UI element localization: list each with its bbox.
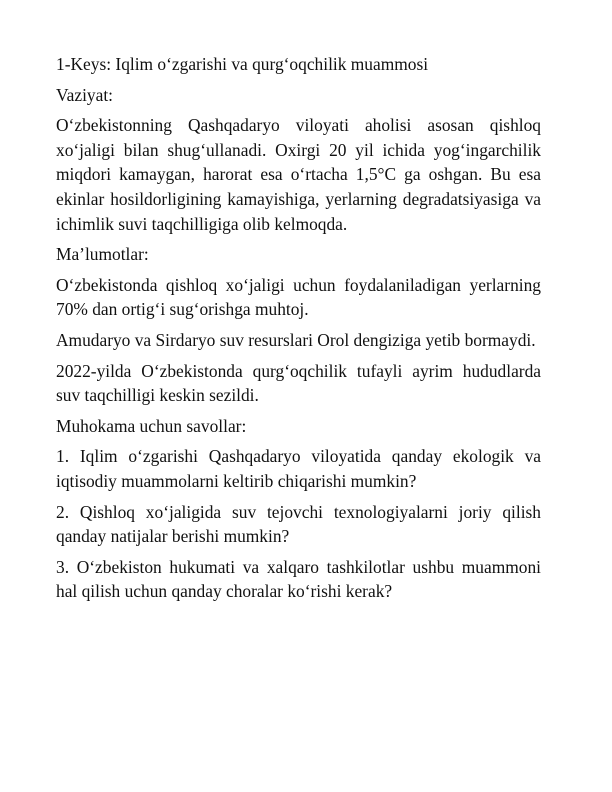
case-title: 1-Keys: Iqlim o‘zgarishi va qurg‘oqchilik muammosi (56, 54, 429, 74)
data-item: Amudaryo va Sirdaryo suv resurslari Orol dengiziga yetib bormaydi. (56, 329, 536, 350)
document-page (56, 52, 541, 610)
data-item: O‘zbekistonda qishloq xo‘jaligi uchun foydalaniladigan yerlarning 70% dan ortig‘i sug‘orishga muhtoj. (56, 274, 541, 320)
question-item: 2. Qishloq xo‘jaligida suv tejovchi texnologiyalarni joriy qilish qanday natijalar berishi mumkin? (56, 501, 541, 547)
question-item: 3. O‘zbekiston hukumati va xalqaro tashkilotlar ushbu muammoni hal qilish uchun qanday choralar ko‘rishi kerak? (56, 556, 541, 602)
situation-paragraph: O‘zbekistonning Qashqadaryo viloyati aholisi asosan qishloq xo‘jaligi bilan shug‘ullanadi. Oxirgi 20 yil ichida yog‘ingarchilik miqdori kamaygan, harorat esa o‘rtacha 1,5°C ga oshgan. Bu esa ekinlar hosildorligining kamayishiga, yerlarning degradatsiyasiga va ichimlik suvi taqchilligiga olib kelmoqda. (56, 115, 541, 234)
data-heading: Ma’lumotlar: (56, 244, 149, 265)
question-item: 1. Iqlim o‘zgarishi Qashqadaryo viloyatida qanday ekologik va iqtisodiy muammolarni keltirib chiqarishi mumkin? (56, 446, 541, 491)
situation-heading: Vaziyat: (56, 84, 113, 105)
questions-heading: Muhokama uchun savollar: (56, 415, 247, 436)
data-item: 2022-yilda O‘zbekistonda qurg‘oqchilik tufayli ayrim hududlarda suv taqchilligi keskin sezildi. (56, 360, 541, 406)
